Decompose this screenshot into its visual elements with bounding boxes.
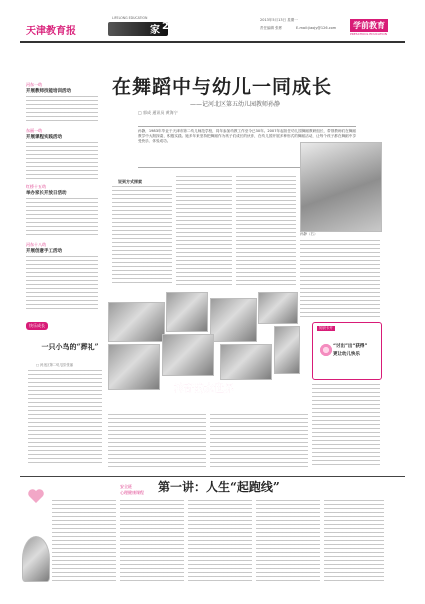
bottom-tag-line1: 安全班 [120,484,132,489]
sidebar-text [26,198,98,238]
collage-photo [220,344,272,380]
kv-label: 说到方式探索 [118,179,142,184]
main-photo [300,142,382,232]
right-box [312,322,382,380]
feature-byline: □ 河北区第二幼儿园 张丽 [36,363,73,367]
collage-photo [210,298,257,342]
collage-photo [108,344,160,390]
right-section-title: 学前教育 [350,19,388,32]
sidebar-title: 开展教师技能培训活动 [26,89,71,94]
sidebar-item [26,184,98,238]
right-box-subtitle: 更让幼儿快乐 [333,352,360,357]
issue-english: LIFELONG EDUCATION [112,16,148,20]
photo-caption: 孙静（右） [300,232,318,236]
masthead [20,14,405,44]
sidebar-item [26,82,98,122]
bottom-illustration [22,536,50,582]
sidebar-item [26,128,98,182]
sidebar-title: 开展课程实践活动 [26,135,62,140]
email-line: E-mail:jiaojy@126.com [296,26,337,30]
section-number: 2 [162,21,169,32]
sidebar [26,82,98,314]
right-body-column [300,240,380,320]
subheadline: ——记河北区第五幼儿园教师孙静 [190,101,281,108]
left-feature [26,322,104,472]
right-box-title: “讨出”出“获得” [333,344,368,349]
bottom-column [188,500,252,584]
bottom-column [52,500,116,584]
sidebar-text [26,256,98,310]
collage-photo [108,302,165,342]
right-box-text [312,384,380,466]
issue-date: 2013年5月13日 星期一 [260,18,298,22]
collage-photo [258,292,298,324]
feature-title: 一只小鸟的“葬礼” [41,342,99,351]
collage-photo [274,326,300,374]
section-divider [20,476,405,477]
body-column [176,176,232,286]
collage-title: 神奇的水世界 [174,384,234,395]
sidebar-tag: 东丽一幼 [26,128,42,133]
lead-paragraph: 孙静，1983年毕业于天津市第二幼儿师范学校，同年参加幼教工作至今已30年。2007年起担任幼儿园舞蹈教研组长，带领教师们在舞蹈教学中大胆探索，积极实践。她多年来坚持把舞蹈作为孩子们成长的伙伴，在幼儿园开展多种形式的舞蹈活动，让每个孩子都在舞蹈中享受快乐、体验成功。 [138,126,356,168]
sidebar-text [26,142,98,182]
sidebar-tag: 河东一幼 [26,82,42,87]
bottom-column [120,500,184,584]
middle-text [210,414,308,470]
heart-icon [26,486,46,506]
right-section-english: PRESCHOOL EDUCATION [350,32,388,36]
masthead-rule [20,41,405,43]
bottom-section [20,476,405,588]
sidebar-tag: 河东十八幼 [26,242,46,247]
sidebar-title: 开展创意手工活动 [26,249,62,254]
body-column [236,176,296,286]
paper-logo: 天津教育报 [26,26,76,37]
collage [108,292,298,412]
sidebar-tag: 红桥十五幼 [26,184,46,189]
bottom-column [324,500,384,584]
section-tag: 家 [150,25,160,36]
feature-label: 快乐成长 [26,322,48,330]
body-column [112,186,172,286]
bottom-tag-line2: 心理健康课程 [120,490,144,495]
feature-text [28,370,102,466]
sidebar-title: 举办家长开放日活动 [26,191,67,196]
bottom-column [256,500,320,584]
sidebar-text [26,96,98,122]
byline: □ 郭成 通讯员 黄海宁 [138,110,178,115]
headline: 在舞蹈中与幼儿一同成长 [112,76,333,98]
bottom-title: 第一讲：人生“起跑线” [158,480,280,494]
middle-text [108,414,206,470]
editor-line: 责任编辑 张彬 [260,26,283,30]
flower-icon [319,343,333,357]
right-box-label: 知识卡片 [319,326,333,330]
collage-photo [162,334,214,376]
sidebar-item [26,242,98,310]
collage-photo [166,292,208,332]
